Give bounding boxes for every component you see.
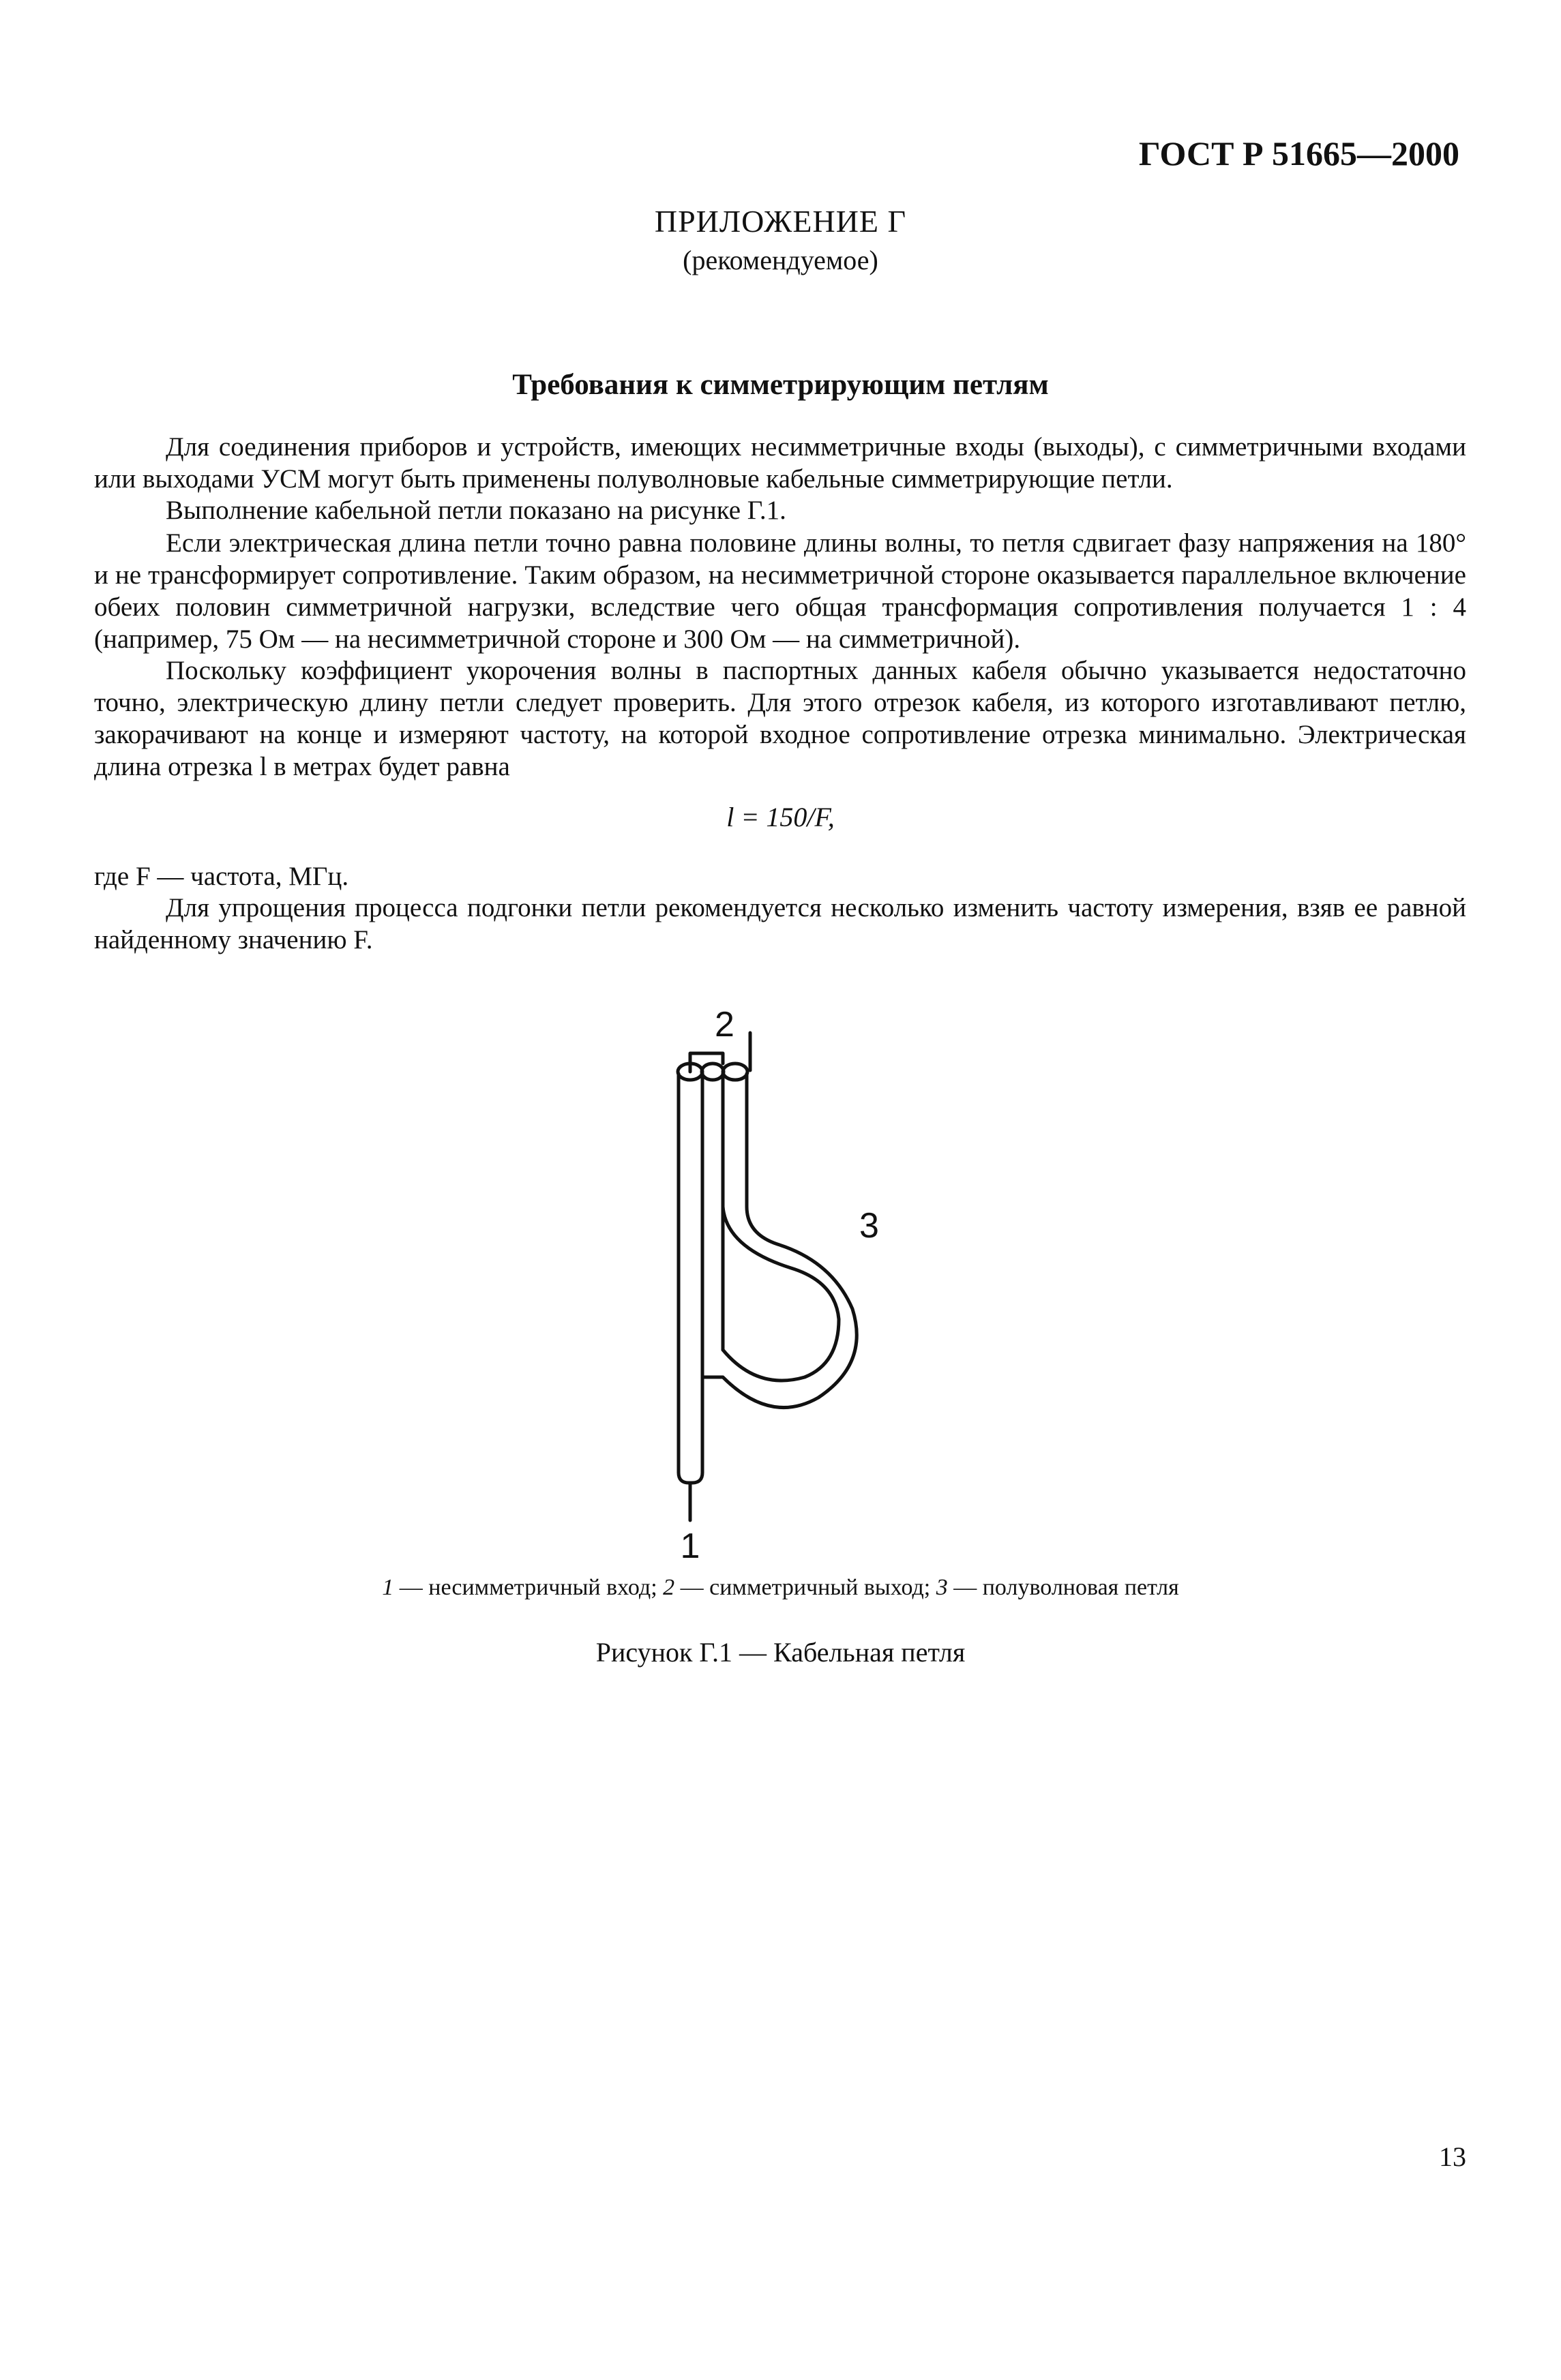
legend-number-3: 3 [936, 1575, 948, 1600]
paragraph-5 [94, 892, 1466, 956]
paragraph-3 [94, 527, 1466, 655]
figure-caption: Рисунок Г.1 — Кабельная петля [595, 1637, 966, 1668]
paragraph-2 [94, 494, 1466, 526]
figure-label-3: 3 [859, 1206, 879, 1246]
figure-legend [0, 1575, 1561, 1601]
cable-loop-inner [723, 1074, 839, 1381]
formula-explanation: где F — частота, МГц. [94, 862, 349, 891]
cable-middle-outline [702, 1074, 723, 1377]
legend-number-2: 2 [663, 1575, 675, 1600]
figure-label-2: 2 [715, 1005, 734, 1044]
paragraph-5-text: Для упрощения процесса подгонки петли рекомендуется несколько изменить частоту измерения, взяв ее равной найденному значению F. [94, 893, 1466, 954]
legend-text-3: — полуволновая петля [947, 1575, 1179, 1600]
appendix-title: ПРИЛОЖЕНИЕ Г [654, 204, 907, 239]
legend-text-1: — несимметричный вход; [393, 1575, 664, 1600]
cable-loop-figure [614, 968, 921, 1568]
paragraph-4 [94, 654, 1466, 783]
paragraph-3-text: Если электрическая длина петли точно равна половине длины волны, то петля сдвигает фазу напряжения на 180° и не трансформирует сопротивление. Таким образом, на несимметричной стороне оказывается параллельное включение обеих половин симметричной нагрузки, вследствие чего общая трансформация сопротивления получается 1 : 4 (например, 75 Ом — на несимметричной стороне и 300 Ом — на симметричной). [94, 528, 1466, 654]
cable-end-right [723, 1064, 747, 1080]
paragraph-2-text: Выполнение кабельной петли показано на рисунке Г.1. [166, 496, 786, 525]
paragraph-4-text: Поскольку коэффициент укорочения волны в паспортных данных кабеля обычно указывается недостаточно точно, электрическую длину петли следует проверить. Для этого отрезок кабеля, из которого изготавливают петлю, закорачивают на конце и измеряют частоту, на которой входное сопротивление отрезка минимально. Электрическая длина отрезка l в метрах будет равна [94, 656, 1466, 781]
formula: l = 150/F, [726, 802, 835, 832]
cable-end-middle [702, 1064, 724, 1080]
document-code: ГОСТ Р 51665—2000 [1138, 134, 1459, 172]
appendix-subtitle: (рекомендуемое) [683, 245, 878, 275]
legend-text-2: — симметричный выход; [674, 1575, 936, 1600]
legend-number-1: 1 [382, 1575, 394, 1600]
paragraph-1 [94, 431, 1466, 495]
figure-label-1: 1 [680, 1526, 700, 1566]
paragraph-1-text: Для соединения приборов и устройств, имеющих несимметричные входы (выходы), с симметричными входами или выходами УСМ могут быть применены полуволновые кабельные симметрирующие петли. [94, 432, 1466, 494]
page-number: 13 [1439, 2141, 1466, 2172]
cable-left-outline [679, 1074, 702, 1483]
section-title: Требования к симметрирующим петлям [512, 369, 1049, 401]
cable-loop-outer [702, 1074, 857, 1408]
